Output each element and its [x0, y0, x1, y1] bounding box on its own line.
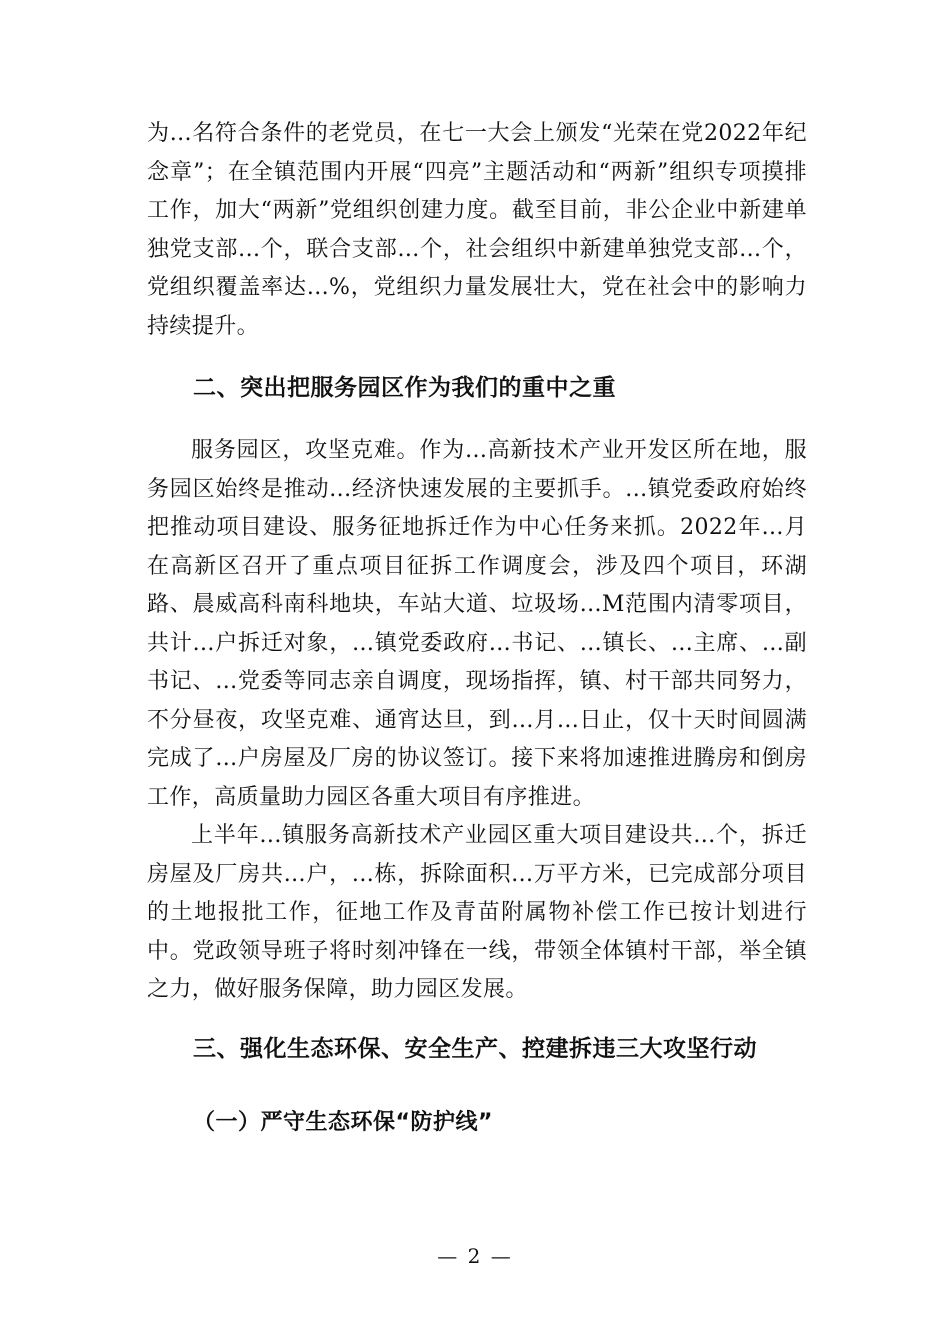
page-number: — 2 —	[437, 1244, 513, 1268]
section-heading: 三、强化生态环保、安全生产、控建拆违三大攻坚行动	[193, 1035, 757, 1062]
body-paragraph: 为...名符合条件的老党员，在七一大会上颁发“光荣在党2022年纪念章”；在全镇范围内开展“四亮”主题活动和“两新”组织专项摸排工作，加大“两新”党组织创建力度。截至目前，非公企业中新建单独党支部...个，联合支部...个，社会组织中新建单独党支部...个，党组织覆盖率达...%，党组织力量发展壮大，党在社会中的影响力持续提升。	[147, 121, 807, 339]
section-heading: 二、突出把服务园区作为我们的重中之重	[193, 375, 616, 401]
document-body	[147, 115, 807, 1143]
body-paragraph: 上半年...镇服务高新技术产业园区重大项目建设共...个，拆迁房屋及厂房共...户，...栋，拆除面积...万平方米，已完成部分项目的土地报批工作，征地工作及青苗附属物补偿工作已按计划进行中。党政领导班子将时刻冲锋在一线，带领全体镇村干部，举全镇之力，做好服务保障，助力园区发展。	[147, 823, 807, 1002]
subsection-heading: （一）严守生态环保“防护线”	[193, 1109, 493, 1135]
body-paragraph: 服务园区，攻坚克难。作为...高新技术产业开发区所在地，服务园区始终是推动...经济快速发展的主要抓手。...镇党委政府始终把推动项目建设、服务征地拆迁作为中心任务来抓。2022年...月在高新区召开了重点项目征拆工作调度会，涉及四个项目，环湖路、晨威高科南科地块，车站大道、垃圾场...M范围内清零项目，共计...户拆迁对象，...镇党委政府...书记、...镇长、...主席、...副书记、...党委等同志亲自调度，现场指挥，镇、村干部共同努力，不分昼夜，攻坚克难、通宵达旦，到...月...日止，仅十天时间圆满完成了...户房屋及厂房的协议签订。接下来将加速推进腾房和倒房工作，高质量助力园区各重大项目有序推进。	[147, 438, 807, 810]
